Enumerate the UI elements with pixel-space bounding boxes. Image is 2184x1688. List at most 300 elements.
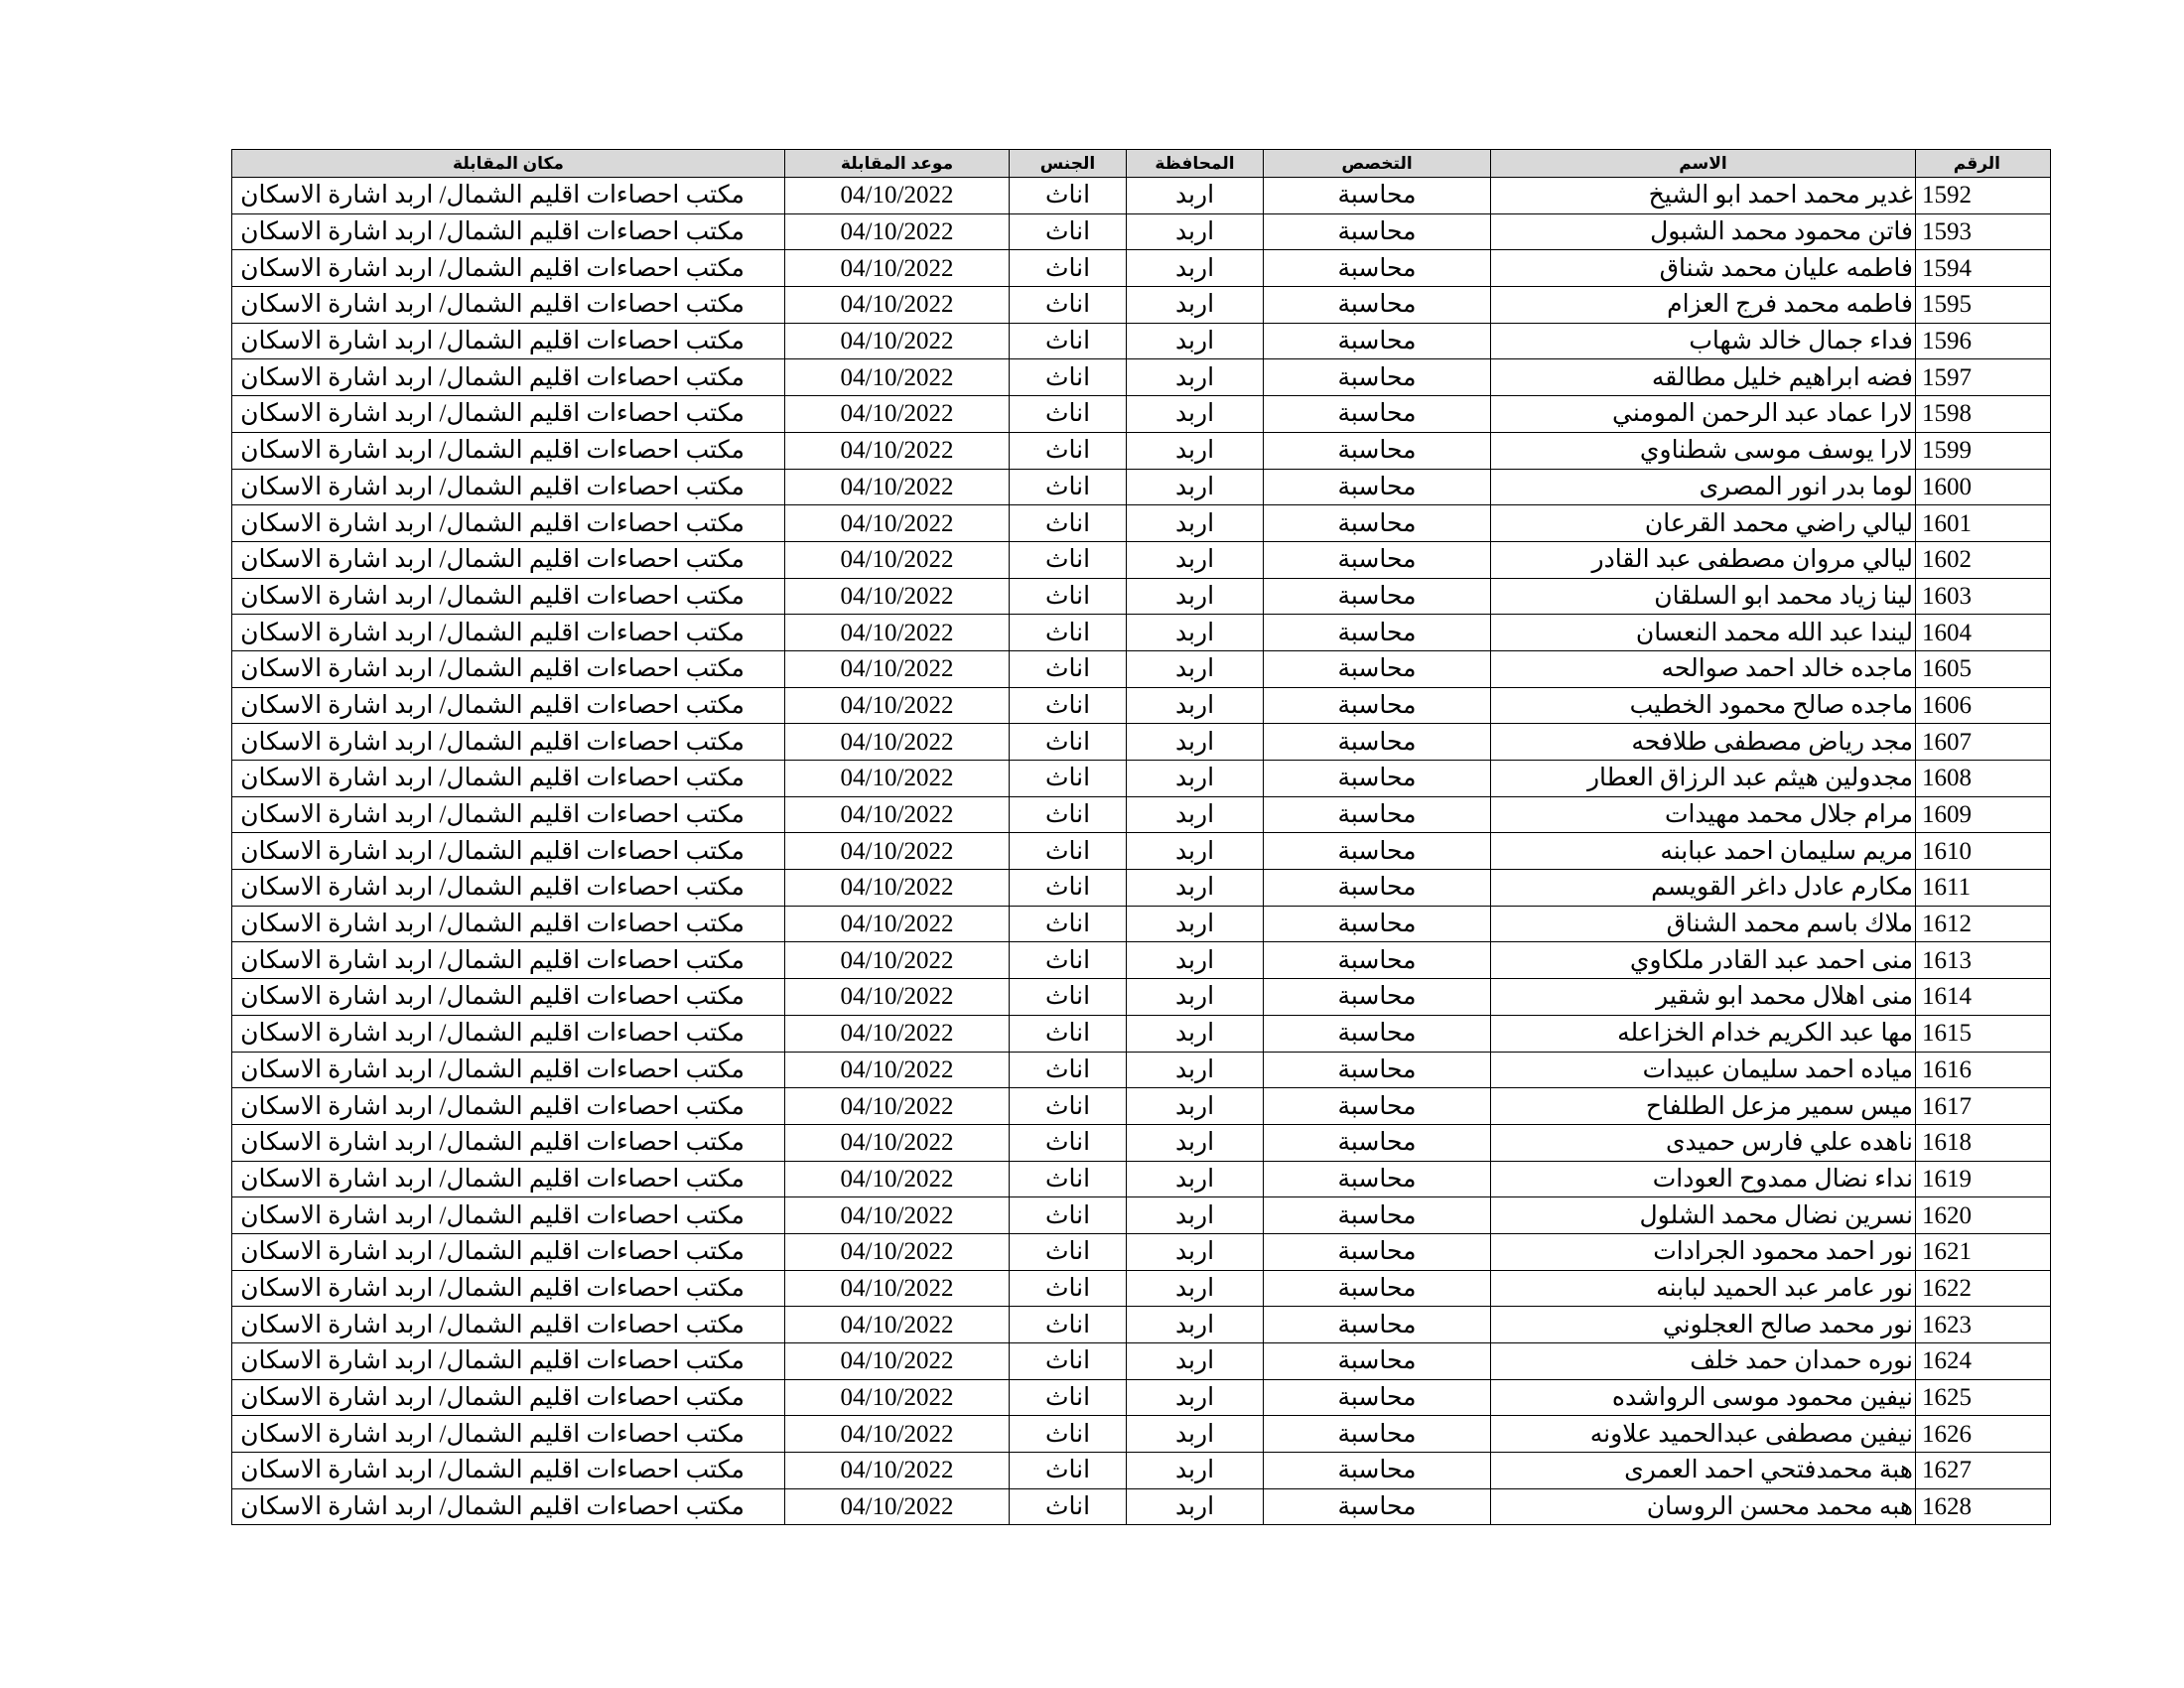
cell-number: 1607 xyxy=(1916,724,2051,761)
table-row xyxy=(232,1233,2051,1270)
cell-interview-date: 04/10/2022 xyxy=(785,724,1010,761)
cell-gender: اناث xyxy=(1010,1453,1127,1489)
cell-governorate: اربد xyxy=(1127,541,1264,578)
cell-interview-place: مكتب احصاءات اقليم الشمال/ اربد اشارة الاسكان xyxy=(232,906,785,942)
cell-specialization: محاسبة xyxy=(1264,1233,1491,1270)
cell-governorate: اربد xyxy=(1127,615,1264,651)
cell-specialization: محاسبة xyxy=(1264,396,1491,433)
cell-number: 1618 xyxy=(1916,1124,2051,1161)
table-row xyxy=(232,761,2051,797)
table-row xyxy=(232,469,2051,505)
cell-governorate: اربد xyxy=(1127,1453,1264,1489)
cell-gender: اناث xyxy=(1010,213,1127,250)
cell-number: 1595 xyxy=(1916,287,2051,324)
cell-governorate: اربد xyxy=(1127,906,1264,942)
cell-specialization: محاسبة xyxy=(1264,870,1491,907)
table-row xyxy=(232,1343,2051,1380)
cell-gender: اناث xyxy=(1010,1197,1127,1234)
cell-gender: اناث xyxy=(1010,396,1127,433)
cell-interview-date: 04/10/2022 xyxy=(785,250,1010,287)
cell-specialization: محاسبة xyxy=(1264,615,1491,651)
table-row xyxy=(232,396,2051,433)
cell-interview-date: 04/10/2022 xyxy=(785,1124,1010,1161)
cell-interview-date: 04/10/2022 xyxy=(785,1416,1010,1453)
cell-specialization: محاسبة xyxy=(1264,1161,1491,1197)
table-row xyxy=(232,1379,2051,1416)
cell-name: مجد رياض مصطفى طلافحه xyxy=(1491,724,1916,761)
cell-interview-date: 04/10/2022 xyxy=(785,1379,1010,1416)
candidates-table xyxy=(231,149,2051,1525)
cell-interview-place: مكتب احصاءات اقليم الشمال/ اربد اشارة الاسكان xyxy=(232,870,785,907)
cell-interview-place: مكتب احصاءات اقليم الشمال/ اربد اشارة الاسكان xyxy=(232,396,785,433)
cell-specialization: محاسبة xyxy=(1264,287,1491,324)
cell-specialization: محاسبة xyxy=(1264,1088,1491,1125)
cell-name: مياده احمد سليمان عبيدات xyxy=(1491,1052,1916,1088)
cell-governorate: اربد xyxy=(1127,796,1264,833)
cell-specialization: محاسبة xyxy=(1264,687,1491,724)
cell-interview-place: مكتب احصاءات اقليم الشمال/ اربد اشارة الاسكان xyxy=(232,761,785,797)
cell-gender: اناث xyxy=(1010,761,1127,797)
cell-number: 1602 xyxy=(1916,541,2051,578)
table-row xyxy=(232,359,2051,396)
cell-governorate: اربد xyxy=(1127,250,1264,287)
cell-interview-date: 04/10/2022 xyxy=(785,178,1010,214)
cell-name: لينا زياد محمد ابو السلقان xyxy=(1491,578,1916,615)
cell-gender: اناث xyxy=(1010,1416,1127,1453)
cell-gender: اناث xyxy=(1010,1052,1127,1088)
cell-interview-place: مكتب احصاءات اقليم الشمال/ اربد اشارة الاسكان xyxy=(232,323,785,359)
cell-gender: اناث xyxy=(1010,1379,1127,1416)
cell-interview-date: 04/10/2022 xyxy=(785,870,1010,907)
cell-specialization: محاسبة xyxy=(1264,1052,1491,1088)
cell-name: نسرين نضال محمد الشلول xyxy=(1491,1197,1916,1234)
cell-number: 1628 xyxy=(1916,1488,2051,1525)
cell-governorate: اربد xyxy=(1127,1270,1264,1307)
table-row xyxy=(232,833,2051,870)
cell-governorate: اربد xyxy=(1127,687,1264,724)
cell-specialization: محاسبة xyxy=(1264,250,1491,287)
cell-specialization: محاسبة xyxy=(1264,1015,1491,1052)
cell-gender: اناث xyxy=(1010,250,1127,287)
cell-governorate: اربد xyxy=(1127,432,1264,469)
cell-name: فداء جمال خالد شهاب xyxy=(1491,323,1916,359)
cell-gender: اناث xyxy=(1010,469,1127,505)
cell-governorate: اربد xyxy=(1127,359,1264,396)
cell-interview-place: مكتب احصاءات اقليم الشمال/ اربد اشارة الاسكان xyxy=(232,1453,785,1489)
cell-name: ليالي راضي محمد القرعان xyxy=(1491,505,1916,542)
cell-gender: اناث xyxy=(1010,906,1127,942)
cell-governorate: اربد xyxy=(1127,578,1264,615)
header-name: الاسم xyxy=(1491,150,1916,178)
cell-specialization: محاسبة xyxy=(1264,979,1491,1016)
table-row xyxy=(232,250,2051,287)
cell-interview-place: مكتب احصاءات اقليم الشمال/ اربد اشارة الاسكان xyxy=(232,287,785,324)
cell-name: منى اهلال محمد ابو شقير xyxy=(1491,979,1916,1016)
cell-interview-place: مكتب احصاءات اقليم الشمال/ اربد اشارة الاسكان xyxy=(232,796,785,833)
table-row xyxy=(232,650,2051,687)
cell-interview-place: مكتب احصاءات اقليم الشمال/ اربد اشارة الاسكان xyxy=(232,1233,785,1270)
cell-interview-place: مكتب احصاءات اقليم الشمال/ اربد اشارة الاسكان xyxy=(232,1088,785,1125)
cell-governorate: اربد xyxy=(1127,650,1264,687)
cell-number: 1603 xyxy=(1916,578,2051,615)
cell-gender: اناث xyxy=(1010,541,1127,578)
cell-name: فاطمه عليان محمد شناق xyxy=(1491,250,1916,287)
cell-interview-date: 04/10/2022 xyxy=(785,979,1010,1016)
table-row xyxy=(232,578,2051,615)
cell-governorate: اربد xyxy=(1127,870,1264,907)
cell-number: 1606 xyxy=(1916,687,2051,724)
cell-gender: اناث xyxy=(1010,178,1127,214)
cell-gender: اناث xyxy=(1010,1088,1127,1125)
cell-interview-place: مكتب احصاءات اقليم الشمال/ اربد اشارة الاسكان xyxy=(232,1197,785,1234)
cell-name: لوما بدر انور المصرى xyxy=(1491,469,1916,505)
cell-number: 1608 xyxy=(1916,761,2051,797)
cell-governorate: اربد xyxy=(1127,1052,1264,1088)
table-row xyxy=(232,1124,2051,1161)
cell-interview-date: 04/10/2022 xyxy=(785,1343,1010,1380)
cell-number: 1605 xyxy=(1916,650,2051,687)
cell-specialization: محاسبة xyxy=(1264,1307,1491,1343)
cell-specialization: محاسبة xyxy=(1264,323,1491,359)
cell-name: لارا يوسف موسى شطناوي xyxy=(1491,432,1916,469)
cell-name: ميس سمير مزعل الطلفاح xyxy=(1491,1088,1916,1125)
cell-number: 1621 xyxy=(1916,1233,2051,1270)
cell-name: ناهده علي فارس حميدى xyxy=(1491,1124,1916,1161)
cell-interview-date: 04/10/2022 xyxy=(785,1197,1010,1234)
cell-interview-date: 04/10/2022 xyxy=(785,615,1010,651)
table-row xyxy=(232,724,2051,761)
cell-name: فاتن محمود محمد الشبول xyxy=(1491,213,1916,250)
cell-interview-place: مكتب احصاءات اقليم الشمال/ اربد اشارة الاسكان xyxy=(232,213,785,250)
cell-governorate: اربد xyxy=(1127,213,1264,250)
cell-number: 1600 xyxy=(1916,469,2051,505)
cell-gender: اناث xyxy=(1010,323,1127,359)
cell-specialization: محاسبة xyxy=(1264,650,1491,687)
table-row xyxy=(232,432,2051,469)
cell-interview-place: مكتب احصاءات اقليم الشمال/ اربد اشارة الاسكان xyxy=(232,505,785,542)
table-row xyxy=(232,287,2051,324)
table-row xyxy=(232,505,2051,542)
cell-governorate: اربد xyxy=(1127,1015,1264,1052)
cell-number: 1615 xyxy=(1916,1015,2051,1052)
cell-interview-date: 04/10/2022 xyxy=(785,541,1010,578)
cell-governorate: اربد xyxy=(1127,942,1264,979)
cell-interview-date: 04/10/2022 xyxy=(785,796,1010,833)
cell-number: 1625 xyxy=(1916,1379,2051,1416)
table-row xyxy=(232,1052,2051,1088)
cell-gender: اناث xyxy=(1010,1307,1127,1343)
cell-governorate: اربد xyxy=(1127,1161,1264,1197)
cell-interview-place: مكتب احصاءات اقليم الشمال/ اربد اشارة الاسكان xyxy=(232,1052,785,1088)
cell-governorate: اربد xyxy=(1127,469,1264,505)
header-governorate: المحافظة xyxy=(1127,150,1264,178)
cell-interview-date: 04/10/2022 xyxy=(785,1052,1010,1088)
cell-gender: اناث xyxy=(1010,1124,1127,1161)
cell-number: 1594 xyxy=(1916,250,2051,287)
cell-specialization: محاسبة xyxy=(1264,432,1491,469)
cell-name: فاطمه محمد فرج العزام xyxy=(1491,287,1916,324)
table-row xyxy=(232,942,2051,979)
cell-name: نيفين مصطفى عبدالحميد علاونه xyxy=(1491,1416,1916,1453)
cell-interview-date: 04/10/2022 xyxy=(785,1453,1010,1489)
cell-number: 1613 xyxy=(1916,942,2051,979)
header-number: الرقم xyxy=(1916,150,2051,178)
cell-number: 1601 xyxy=(1916,505,2051,542)
cell-number: 1624 xyxy=(1916,1343,2051,1380)
cell-interview-place: مكتب احصاءات اقليم الشمال/ اربد اشارة الاسكان xyxy=(232,541,785,578)
cell-governorate: اربد xyxy=(1127,979,1264,1016)
cell-gender: اناث xyxy=(1010,650,1127,687)
cell-number: 1614 xyxy=(1916,979,2051,1016)
cell-name: لارا عماد عبد الرحمن المومني xyxy=(1491,396,1916,433)
cell-gender: اناث xyxy=(1010,578,1127,615)
cell-number: 1617 xyxy=(1916,1088,2051,1125)
table-row xyxy=(232,1453,2051,1489)
cell-name: ماجده صالح محمود الخطيب xyxy=(1491,687,1916,724)
header-specialization: التخصص xyxy=(1264,150,1491,178)
cell-name: ماجده خالد احمد صوالحه xyxy=(1491,650,1916,687)
cell-interview-place: مكتب احصاءات اقليم الشمال/ اربد اشارة الاسكان xyxy=(232,1015,785,1052)
cell-gender: اناث xyxy=(1010,615,1127,651)
cell-interview-place: مكتب احصاءات اقليم الشمال/ اربد اشارة الاسكان xyxy=(232,359,785,396)
cell-interview-place: مكتب احصاءات اقليم الشمال/ اربد اشارة الاسكان xyxy=(232,615,785,651)
table-row xyxy=(232,178,2051,214)
table-row xyxy=(232,1307,2051,1343)
cell-governorate: اربد xyxy=(1127,1488,1264,1525)
cell-gender: اناث xyxy=(1010,1015,1127,1052)
cell-name: مريم سليمان احمد عبابنه xyxy=(1491,833,1916,870)
table-row xyxy=(232,870,2051,907)
cell-interview-date: 04/10/2022 xyxy=(785,469,1010,505)
cell-interview-date: 04/10/2022 xyxy=(785,650,1010,687)
cell-interview-date: 04/10/2022 xyxy=(785,833,1010,870)
cell-interview-place: مكتب احصاءات اقليم الشمال/ اربد اشارة الاسكان xyxy=(232,979,785,1016)
cell-gender: اناث xyxy=(1010,432,1127,469)
cell-interview-date: 04/10/2022 xyxy=(785,1161,1010,1197)
cell-number: 1619 xyxy=(1916,1161,2051,1197)
cell-specialization: محاسبة xyxy=(1264,469,1491,505)
cell-interview-date: 04/10/2022 xyxy=(785,213,1010,250)
cell-name: هبه محمد محسن الروسان xyxy=(1491,1488,1916,1525)
cell-specialization: محاسبة xyxy=(1264,541,1491,578)
cell-interview-date: 04/10/2022 xyxy=(785,687,1010,724)
cell-number: 1620 xyxy=(1916,1197,2051,1234)
cell-gender: اناث xyxy=(1010,287,1127,324)
cell-interview-date: 04/10/2022 xyxy=(785,287,1010,324)
cell-number: 1610 xyxy=(1916,833,2051,870)
cell-specialization: محاسبة xyxy=(1264,505,1491,542)
cell-name: ليالي مروان مصطفى عبد القادر xyxy=(1491,541,1916,578)
table-row xyxy=(232,615,2051,651)
cell-interview-place: مكتب احصاءات اقليم الشمال/ اربد اشارة الاسكان xyxy=(232,1270,785,1307)
cell-interview-date: 04/10/2022 xyxy=(785,1088,1010,1125)
cell-interview-date: 04/10/2022 xyxy=(785,942,1010,979)
header-interview-place: مكان المقابلة xyxy=(232,150,785,178)
cell-interview-place: مكتب احصاءات اقليم الشمال/ اربد اشارة الاسكان xyxy=(232,1488,785,1525)
cell-governorate: اربد xyxy=(1127,505,1264,542)
cell-interview-place: مكتب احصاءات اقليم الشمال/ اربد اشارة الاسكان xyxy=(232,1307,785,1343)
table-row xyxy=(232,323,2051,359)
cell-gender: اناث xyxy=(1010,359,1127,396)
header-row xyxy=(232,150,2051,178)
cell-governorate: اربد xyxy=(1127,1088,1264,1125)
cell-number: 1593 xyxy=(1916,213,2051,250)
cell-governorate: اربد xyxy=(1127,1343,1264,1380)
cell-gender: اناث xyxy=(1010,1343,1127,1380)
cell-governorate: اربد xyxy=(1127,1416,1264,1453)
cell-number: 1627 xyxy=(1916,1453,2051,1489)
cell-name: مجدولين هيثم عبد الرزاق العطار xyxy=(1491,761,1916,797)
cell-name: نور احمد محمود الجرادات xyxy=(1491,1233,1916,1270)
cell-specialization: محاسبة xyxy=(1264,761,1491,797)
cell-interview-date: 04/10/2022 xyxy=(785,359,1010,396)
cell-specialization: محاسبة xyxy=(1264,1488,1491,1525)
cell-gender: اناث xyxy=(1010,942,1127,979)
cell-gender: اناث xyxy=(1010,1270,1127,1307)
cell-name: فضه ابراهيم خليل مطالقه xyxy=(1491,359,1916,396)
cell-specialization: محاسبة xyxy=(1264,213,1491,250)
cell-name: نور محمد صالح العجلوني xyxy=(1491,1307,1916,1343)
table-row xyxy=(232,213,2051,250)
cell-interview-place: مكتب احصاءات اقليم الشمال/ اربد اشارة الاسكان xyxy=(232,1161,785,1197)
cell-number: 1599 xyxy=(1916,432,2051,469)
cell-interview-date: 04/10/2022 xyxy=(785,505,1010,542)
cell-interview-place: مكتب احصاءات اقليم الشمال/ اربد اشارة الاسكان xyxy=(232,250,785,287)
cell-governorate: اربد xyxy=(1127,1379,1264,1416)
cell-specialization: محاسبة xyxy=(1264,906,1491,942)
cell-number: 1611 xyxy=(1916,870,2051,907)
cell-number: 1604 xyxy=(1916,615,2051,651)
cell-specialization: محاسبة xyxy=(1264,1124,1491,1161)
cell-specialization: محاسبة xyxy=(1264,1453,1491,1489)
cell-specialization: محاسبة xyxy=(1264,1343,1491,1380)
cell-interview-place: مكتب احصاءات اقليم الشمال/ اربد اشارة الاسكان xyxy=(232,469,785,505)
cell-number: 1612 xyxy=(1916,906,2051,942)
table-row xyxy=(232,1270,2051,1307)
cell-governorate: اربد xyxy=(1127,1233,1264,1270)
cell-number: 1616 xyxy=(1916,1052,2051,1088)
cell-number: 1592 xyxy=(1916,178,2051,214)
cell-gender: اناث xyxy=(1010,870,1127,907)
cell-gender: اناث xyxy=(1010,1488,1127,1525)
cell-gender: اناث xyxy=(1010,796,1127,833)
cell-specialization: محاسبة xyxy=(1264,724,1491,761)
cell-interview-date: 04/10/2022 xyxy=(785,761,1010,797)
cell-number: 1622 xyxy=(1916,1270,2051,1307)
cell-gender: اناث xyxy=(1010,724,1127,761)
cell-specialization: محاسبة xyxy=(1264,833,1491,870)
cell-specialization: محاسبة xyxy=(1264,178,1491,214)
cell-name: مها عبد الكريم خدام الخزاعله xyxy=(1491,1015,1916,1052)
table-row xyxy=(232,541,2051,578)
table-row xyxy=(232,1488,2051,1525)
cell-governorate: اربد xyxy=(1127,761,1264,797)
cell-name: نداء نضال ممدوح العودات xyxy=(1491,1161,1916,1197)
table-row xyxy=(232,979,2051,1016)
cell-name: مرام جلال محمد مهيدات xyxy=(1491,796,1916,833)
table-row xyxy=(232,906,2051,942)
cell-governorate: اربد xyxy=(1127,724,1264,761)
cell-interview-place: مكتب احصاءات اقليم الشمال/ اربد اشارة الاسكان xyxy=(232,432,785,469)
cell-name: نوره حمدان حمد خلف xyxy=(1491,1343,1916,1380)
cell-gender: اناث xyxy=(1010,833,1127,870)
cell-interview-date: 04/10/2022 xyxy=(785,1015,1010,1052)
cell-number: 1596 xyxy=(1916,323,2051,359)
cell-interview-date: 04/10/2022 xyxy=(785,578,1010,615)
cell-governorate: اربد xyxy=(1127,1197,1264,1234)
cell-interview-place: مكتب احصاءات اقليم الشمال/ اربد اشارة الاسكان xyxy=(232,687,785,724)
cell-interview-place: مكتب احصاءات اقليم الشمال/ اربد اشارة الاسكان xyxy=(232,1343,785,1380)
cell-name: ملاك باسم محمد الشناق xyxy=(1491,906,1916,942)
cell-specialization: محاسبة xyxy=(1264,942,1491,979)
cell-interview-place: مكتب احصاءات اقليم الشمال/ اربد اشارة الاسكان xyxy=(232,650,785,687)
cell-specialization: محاسبة xyxy=(1264,1197,1491,1234)
cell-interview-date: 04/10/2022 xyxy=(785,1233,1010,1270)
cell-number: 1609 xyxy=(1916,796,2051,833)
cell-governorate: اربد xyxy=(1127,1124,1264,1161)
cell-interview-place: مكتب احصاءات اقليم الشمال/ اربد اشارة الاسكان xyxy=(232,1379,785,1416)
cell-name: نيفين محمود موسى الرواشده xyxy=(1491,1379,1916,1416)
cell-interview-place: مكتب احصاءات اقليم الشمال/ اربد اشارة الاسكان xyxy=(232,178,785,214)
cell-governorate: اربد xyxy=(1127,833,1264,870)
cell-number: 1598 xyxy=(1916,396,2051,433)
cell-interview-date: 04/10/2022 xyxy=(785,1270,1010,1307)
cell-number: 1597 xyxy=(1916,359,2051,396)
table-row xyxy=(232,796,2051,833)
cell-interview-date: 04/10/2022 xyxy=(785,432,1010,469)
table-row xyxy=(232,1416,2051,1453)
cell-governorate: اربد xyxy=(1127,323,1264,359)
cell-interview-date: 04/10/2022 xyxy=(785,906,1010,942)
cell-interview-place: مكتب احصاءات اقليم الشمال/ اربد اشارة الاسكان xyxy=(232,1124,785,1161)
cell-specialization: محاسبة xyxy=(1264,1270,1491,1307)
cell-interview-place: مكتب احصاءات اقليم الشمال/ اربد اشارة الاسكان xyxy=(232,724,785,761)
cell-gender: اناث xyxy=(1010,505,1127,542)
table-row xyxy=(232,1015,2051,1052)
cell-name: مكارم عادل داغر القويسم xyxy=(1491,870,1916,907)
cell-governorate: اربد xyxy=(1127,396,1264,433)
cell-name: ليندا عبد الله محمد النعسان xyxy=(1491,615,1916,651)
cell-number: 1626 xyxy=(1916,1416,2051,1453)
table-row xyxy=(232,1197,2051,1234)
cell-governorate: اربد xyxy=(1127,178,1264,214)
cell-interview-date: 04/10/2022 xyxy=(785,323,1010,359)
cell-interview-place: مكتب احصاءات اقليم الشمال/ اربد اشارة الاسكان xyxy=(232,1416,785,1453)
cell-specialization: محاسبة xyxy=(1264,578,1491,615)
cell-governorate: اربد xyxy=(1127,1307,1264,1343)
cell-gender: اناث xyxy=(1010,1161,1127,1197)
cell-interview-date: 04/10/2022 xyxy=(785,1307,1010,1343)
cell-gender: اناث xyxy=(1010,687,1127,724)
cell-interview-place: مكتب احصاءات اقليم الشمال/ اربد اشارة الاسكان xyxy=(232,833,785,870)
cell-name: نور عامر عبد الحميد لبابنه xyxy=(1491,1270,1916,1307)
cell-gender: اناث xyxy=(1010,979,1127,1016)
cell-number: 1623 xyxy=(1916,1307,2051,1343)
cell-name: منى احمد عبد القادر ملكاوي xyxy=(1491,942,1916,979)
cell-gender: اناث xyxy=(1010,1233,1127,1270)
cell-interview-place: مكتب احصاءات اقليم الشمال/ اربد اشارة الاسكان xyxy=(232,578,785,615)
header-gender: الجنس xyxy=(1010,150,1127,178)
cell-specialization: محاسبة xyxy=(1264,796,1491,833)
header-interview-date: موعد المقابلة xyxy=(785,150,1010,178)
table-row xyxy=(232,1088,2051,1125)
cell-governorate: اربد xyxy=(1127,287,1264,324)
cell-interview-place: مكتب احصاءات اقليم الشمال/ اربد اشارة الاسكان xyxy=(232,942,785,979)
table-row xyxy=(232,1161,2051,1197)
cell-interview-date: 04/10/2022 xyxy=(785,396,1010,433)
cell-name: غدير محمد احمد ابو الشيخ xyxy=(1491,178,1916,214)
table-row xyxy=(232,687,2051,724)
